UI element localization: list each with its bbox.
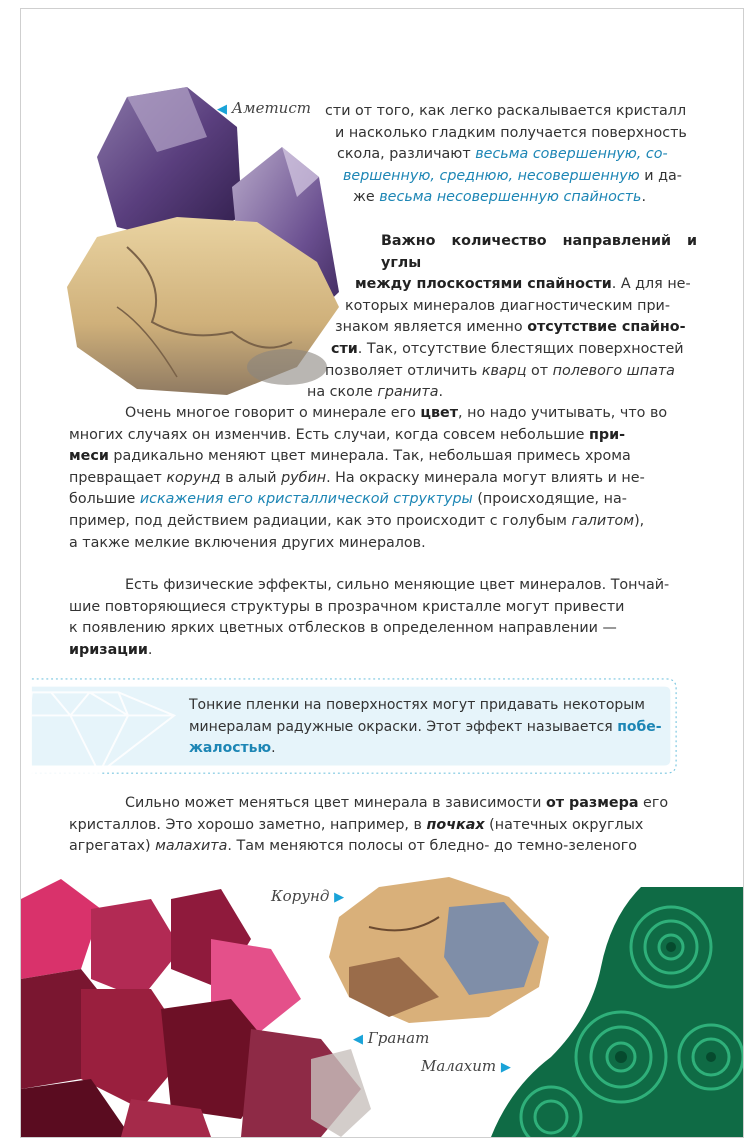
amethyst-image <box>57 77 343 399</box>
p4-line4: иризации. <box>69 641 153 658</box>
paragraph-cleavage-directions <box>305 231 697 404</box>
p3-line7: а также мелкие включения других минералов. <box>69 534 426 551</box>
p2-line6: позволяет отличить кварц от полевого шпата <box>325 362 675 379</box>
p2-line5: сти. Так, отсутствие блестящих поверхностей <box>331 340 684 357</box>
paragraph-size <box>69 793 697 858</box>
arrow-right-icon: ▶ <box>334 890 345 905</box>
p2-line7: на сколе гранита. <box>307 384 443 401</box>
caption-garnet: ◀ Гранат <box>353 1029 430 1047</box>
p3-line3: меси радикально меняют цвет минерала. Так, небольшая примесь хрома <box>69 448 631 465</box>
p2-line3: которых минералов диагностическим при- <box>345 297 670 314</box>
p1-line4: вершенную, среднюю, несовершенную и да- <box>343 167 682 184</box>
p5-line2: кристаллов. Это хорошо заметно, например, в почках (натечных округлых <box>69 816 644 833</box>
caption-corundum: Корунд ▶ <box>271 887 345 905</box>
info-line1: Тонкие пленки на поверхностях могут придавать некоторым <box>189 697 645 713</box>
p5-line1: Сильно может меняться цвет минерала в зависимости от размера его <box>125 795 669 811</box>
p3-line1: Очень многое говорит о минерале его цвет, но надо учитывать, что во <box>125 405 668 421</box>
garnet-image <box>21 879 381 1137</box>
arrow-right-icon: ▶ <box>500 1060 511 1075</box>
paragraph-color <box>69 403 697 554</box>
p2-line2: между плоскостями спайности. А для не- <box>355 276 691 293</box>
p2-line4: знаком является именно отсутствие спайно- <box>335 319 686 336</box>
p4-line3: к появлению ярких цветных отблесков в определенном направлении — <box>69 620 617 637</box>
p5-line3: агрегатах) малахита. Там меняются полосы от бледно- до темно-зеленого <box>69 838 637 855</box>
p4-line2: шие повторяющиеся структуры в прозрачном кристалле могут привести <box>69 598 625 615</box>
p1-line2: и насколько гладким получается поверхность <box>335 124 687 141</box>
paragraph-cleavage <box>323 101 697 209</box>
p3-line2: многих случаях он изменчив. Есть случаи, когда совсем небольшие при- <box>69 426 626 443</box>
p2-line1: Важно количество направлений и углы <box>381 233 697 271</box>
p1-line1: сти от того, как легко раскалывается кристалл <box>325 103 687 119</box>
caption-malachite: Малахит ▶ <box>421 1057 511 1075</box>
caption-amethyst: ◀ Аметист <box>217 99 311 117</box>
info-line2: минералам радужные окраски. Этот эффект называется побе- <box>189 718 662 735</box>
p3-line5: большие искажения его кристаллической структуры (происходящие, на- <box>69 491 627 508</box>
p3-line4: превращает корунд в алый рубин. На окраску минерала могут влиять и не- <box>69 469 645 486</box>
p4-line1: Есть физические эффекты, сильно меняющие цвет минералов. Тончай- <box>125 577 670 593</box>
info-line3: жалостью. <box>189 740 276 756</box>
info-box-text <box>189 695 689 760</box>
arrow-right-icon: ◀ <box>217 102 227 117</box>
p3-line6: пример, под действием радиации, как это происходит с голубым галитом), <box>69 512 645 529</box>
malachite-image <box>491 887 743 1137</box>
paragraph-iridescence <box>69 575 697 661</box>
arrow-left-icon: ◀ <box>353 1032 363 1047</box>
p1-line5: же весьма несовершенную спайность. <box>353 189 647 206</box>
book-page <box>20 8 744 1138</box>
p1-line3: скола, различают весьма совершенную, со- <box>337 146 668 163</box>
